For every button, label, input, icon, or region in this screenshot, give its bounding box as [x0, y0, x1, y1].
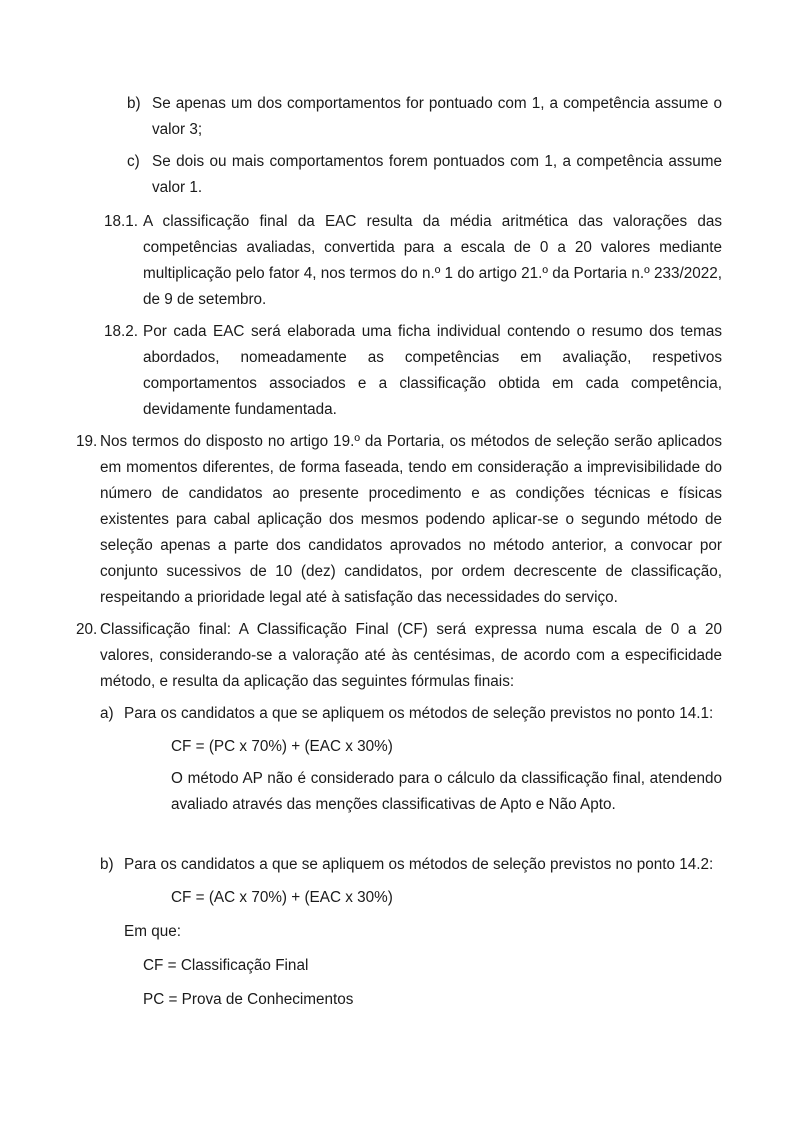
item-b — [152, 91, 722, 143]
definition-pc: PC = Prova de Conhecimentos — [143, 991, 354, 1008]
item-c-text: Se dois ou mais comportamentos forem pontuados com 1, a competência assume — [152, 153, 722, 170]
item-c-label: c) — [127, 153, 140, 170]
item-c-text-end: valor 1. — [152, 179, 203, 196]
definition-cf: CF = Classificação Final — [143, 957, 309, 974]
formula-a: CF = (PC x 70%) + (EAC x 30%) — [171, 738, 393, 755]
section-19-text-end: respeitando a prioridade legal até à satisfação das necessidades do serviço. — [100, 589, 618, 606]
section-20-a-text: Para os candidatos a que se apliquem os métodos de seleção previstos no ponto 14.1: — [124, 705, 714, 722]
section-20-b-label: b) — [100, 856, 114, 873]
section-20-b-text: Para os candidatos a que se apliquem os métodos de seleção previstos no ponto 14.2: — [124, 856, 714, 873]
section-19 — [100, 429, 722, 611]
section-18-2-label: 18.2. — [104, 323, 139, 340]
section-18-1-text: A classificação final da EAC resulta da média aritmética das valorações das competências avaliadas, convertida para a escala de 0 a 20 valores mediante multiplicação pelo fator 4, nos termos do n.º 1 do artigo 21.º da Portaria n.º 233/2022, — [143, 213, 722, 282]
section-20-a-label: a) — [100, 705, 114, 722]
section-18-2-text: Por cada EAC será elaborada uma ficha individual contendo o resumo dos temas abordados, nomeadamente as competências em avaliação, respetivos comportamentos associados e a classificação obtida em cada competência, — [143, 323, 722, 392]
section-18-2-text-end: devidamente fundamentada. — [143, 401, 337, 418]
section-18-2 — [143, 319, 722, 423]
item-b-label: b) — [127, 95, 141, 112]
item-b-text: Se apenas um dos comportamentos for pontuado com 1, a competência assume o — [152, 95, 722, 112]
section-20-text: Classificação final: A Classificação Final (CF) será expressa numa escala de 0 a 20 valores, considerando-se a valoração até às centésimas, de acordo com a especificidade — [100, 621, 722, 664]
section-20-a-note-end: avaliado através das menções classificativas de Apto e Não Apto. — [171, 796, 616, 813]
section-18-1-label: 18.1. — [104, 213, 139, 230]
section-18-1 — [143, 209, 722, 313]
section-20-label: 20. — [76, 621, 98, 638]
section-19-label: 19. — [76, 433, 98, 450]
item-c — [152, 149, 722, 201]
section-20 — [100, 617, 722, 695]
section-20-a-note — [171, 766, 722, 818]
em-que-label: Em que: — [124, 923, 181, 940]
section-19-text: Nos termos do disposto no artigo 19.º da Portaria, os métodos de seleção serão aplicados em momentos diferentes, de forma faseada, tendo em consideração a imprevisibilidade do número de candidatos ao presente procedimento e as condições técnicas e físicas existentes para cabal aplicação dos mesmos podendo aplicar-se o segundo método de seleção apenas a parte dos candidatos aprovados no método anterior, a convocar por conjunto sucessivos de 10 (dez) candidatos, por ordem decrescente de classificação, — [100, 433, 722, 580]
section-20-text-end: método, e resulta da aplicação das seguintes fórmulas finais: — [100, 673, 515, 690]
item-b-text-end: valor 3; — [152, 121, 203, 138]
section-20-a-note-line1: O método AP não é considerado para o cálculo da classificação final, atendendo — [171, 770, 722, 787]
section-18-1-text-end: de 9 de setembro. — [143, 291, 267, 308]
formula-b: CF = (AC x 70%) + (EAC x 30%) — [171, 889, 393, 906]
